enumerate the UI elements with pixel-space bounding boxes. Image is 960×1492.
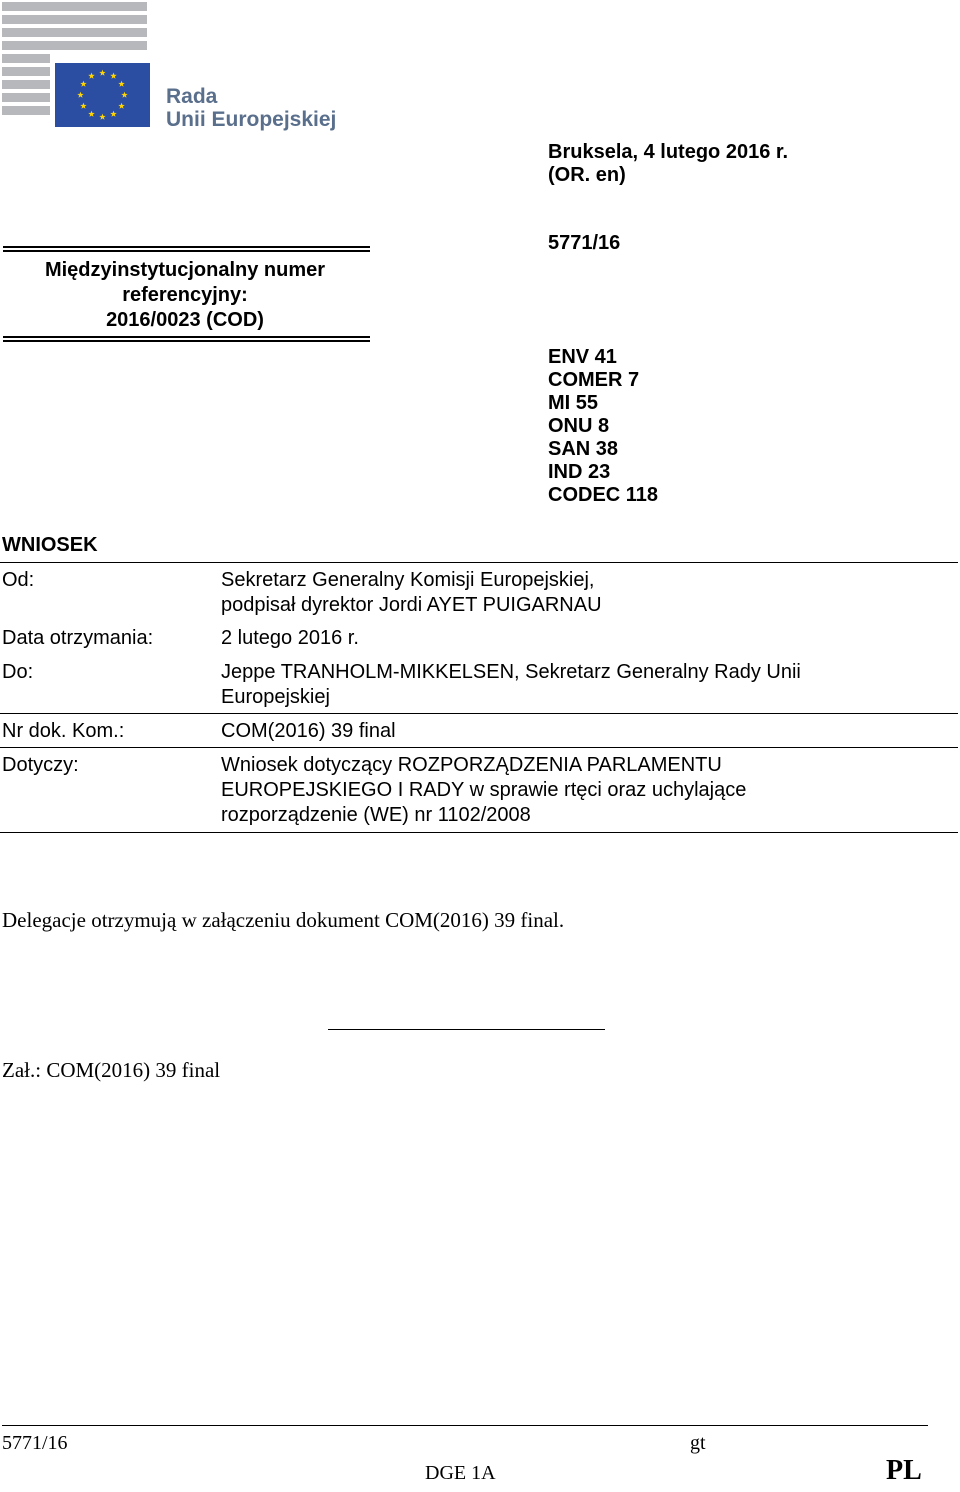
footer-initials: gt [690,1432,706,1454]
document-type: WNIOSEK [2,534,98,556]
code-list [548,346,658,507]
footer-language: PL [886,1455,922,1486]
subject-line2: EUROPEJSKIEGO I RADY w sprawie rtęci oraz uchylające [221,779,747,801]
code-item: COMER 7 [548,369,640,391]
meta-top-rule [0,562,958,563]
code-item: IND 23 [548,461,611,483]
subject-line1: Wniosek dotyczący ROZPORZĄDZENIA PARLAMENTU [221,754,722,776]
body-text: Delegacje otrzymują w załączeniu dokument COM(2016) 39 final. [2,908,565,932]
from-value-line2: podpisał dyrektor Jordi AYET PUIGARNAU [221,594,602,616]
iin-line2: referencyjny: [122,284,248,306]
footer-doc-number: 5771/16 [2,1432,68,1454]
meta-rule-2 [0,747,958,748]
original-language: (OR. en) [548,164,626,186]
to-value-line2: Europejskiej [221,686,330,708]
code-item: SAN 38 [548,438,619,460]
received-label: Data otrzymania: [2,627,154,649]
footer-rule [2,1425,928,1426]
subject-label: Dotyczy: [2,754,79,776]
received-value: 2 lutego 2016 r. [221,627,359,649]
code-item: ENV 41 [548,346,617,368]
attachment: Zał.: COM(2016) 39 final [2,1058,221,1082]
meta-rule-1 [0,713,958,714]
footer-directorate: DGE 1A [425,1462,496,1484]
separator-rule [328,1029,605,1030]
to-label: Do: [2,661,34,683]
iin-line3: 2016/0023 (COD) [106,309,264,331]
place-date: Bruksela, 4 lutego 2016 r. [548,141,789,163]
iin-line1: Międzyinstytucjonalny numer [44,259,326,281]
to-value-line1: Jeppe TRANHOLM-MIKKELSEN, Sekretarz Generalny Rady Unii [221,661,801,683]
logo-text-rada: Rada [166,85,218,108]
code-item: CODEC 118 [548,484,659,506]
code-item: MI 55 [548,392,599,414]
iin-top-rule [3,246,370,252]
iin-bottom-rule [3,336,370,342]
from-label: Od: [2,569,35,591]
from-value-line1: Sekretarz Generalny Komisji Europejskiej, [221,569,595,591]
meta-bottom-rule [0,832,958,833]
code-item: ONU 8 [548,415,610,437]
commission-doc-value: COM(2016) 39 final [221,720,396,742]
subject-line3: rozporządzenie (WE) nr 1102/2008 [221,804,531,826]
commission-doc-label: Nr dok. Kom.: [2,720,125,742]
logo-text-council: Unii Europejskiej [166,108,337,131]
document-number: 5771/16 [548,232,621,254]
